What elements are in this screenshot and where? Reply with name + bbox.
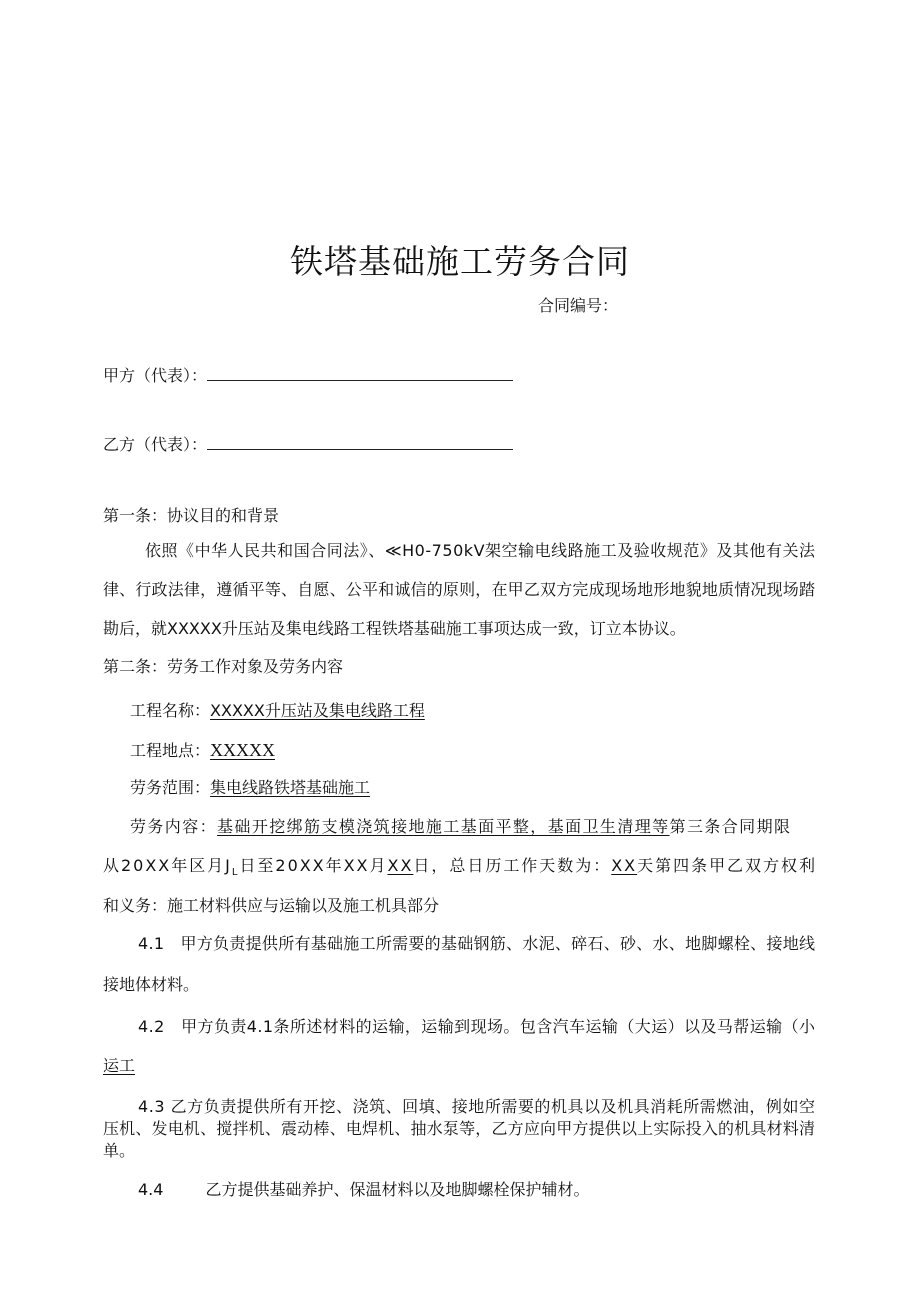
party-b-label: 乙方（代表）： xyxy=(103,435,208,454)
project-site-value: XXXXX xyxy=(210,740,276,760)
clause-4-4 xyxy=(138,1180,589,1200)
clause-4-1-line: 接地体材料。 xyxy=(103,975,200,994)
project-site-row xyxy=(130,740,275,761)
period-sub: L xyxy=(231,867,240,879)
scope-row xyxy=(130,778,370,798)
clause-4-2-line: 运工 xyxy=(103,1056,136,1075)
clause-4-3-line: 压机、发电机、搅拌机、震动棒、电焊机、抽水泵等，乙方应向甲方提供以上实际投入的机具材料清 xyxy=(103,1119,816,1138)
party-a-line xyxy=(103,366,513,386)
clause-4-4-number: 4.4 xyxy=(138,1180,164,1199)
party-a-label: 甲方（代表）： xyxy=(103,366,208,385)
clause-4-3-line: 4.3 乙方负责提供所有开挖、浇筑、回填、接地所需要的机具以及机具消耗所需燃油，例如空 xyxy=(138,1097,816,1116)
party-a-blank xyxy=(207,366,513,381)
article-3-title: 第三条合同期限 xyxy=(669,817,792,836)
project-name-row xyxy=(130,701,425,721)
period-text: 日至20XX年XX月 xyxy=(239,856,388,875)
article-2-title: 第二条：劳务工作对象及劳务内容 xyxy=(103,657,344,676)
clause-4-1-line: 4.1 甲方负责提供所有基础施工所需要的基础钢筋、水泥、碎石、砂、水、地脚螺栓、接地线 xyxy=(138,934,816,953)
content-value: 基础开挖绑筋支模浇筑接地施工基面平整，基面卫生清理等 xyxy=(217,817,670,836)
article-1-title: 第一条：协议目的和背景 xyxy=(103,506,280,525)
period-day: XX xyxy=(387,856,414,875)
content-row xyxy=(130,817,790,837)
content-label: 劳务内容： xyxy=(130,817,218,836)
project-name-value: XXXXX升压站及集电线路工程 xyxy=(210,701,425,720)
period-text: 日，总日历工作天数为： xyxy=(413,856,612,875)
scope-label: 劳务范围： xyxy=(130,778,211,797)
clause-4-3-line: 单。 xyxy=(103,1141,136,1160)
project-name-label: 工程名称： xyxy=(130,701,211,720)
article-1-line: 勘后，就XXXXX升压站及集电线路工程铁塔基础施工事项达成一致，订立本协议。 xyxy=(103,619,686,638)
period-text: 天第四条甲乙双方权利 xyxy=(637,856,817,875)
article-1-line: 律、行政法律，遵循平等、自愿、公平和诚信的原则，在甲乙双方完成现场地形地貌地质情况现场踏 xyxy=(103,580,816,599)
period-text: 从20XX年区月J xyxy=(103,856,232,875)
period-days: XX xyxy=(611,856,638,875)
article-1-line: 依照《中华人民共和国合同法》、≪H0-750kV架空输电线路施工及验收规范》及其他有关法 xyxy=(145,541,816,560)
article-4-line: 和义务：施工材料供应与运输以及施工机具部分 xyxy=(103,896,440,915)
scope-value: 集电线路铁塔基础施工 xyxy=(210,778,371,797)
party-b-line xyxy=(103,435,513,455)
party-b-blank xyxy=(207,435,513,450)
document-title: 铁塔基础施工劳务合同 xyxy=(290,242,630,281)
clause-4-4-text: 乙方提供基础养护、保温材料以及地脚螺栓保护辅材。 xyxy=(205,1180,590,1199)
clause-4-2-line: 4.2 甲方负责4.1条所述材料的运输，运输到现场。包含汽车运输（大运）以及马帮运输（小 xyxy=(138,1017,816,1036)
project-site-label: 工程地点： xyxy=(130,741,211,760)
period-row xyxy=(103,856,817,879)
contract-number-label: 合同编号： xyxy=(538,296,619,315)
